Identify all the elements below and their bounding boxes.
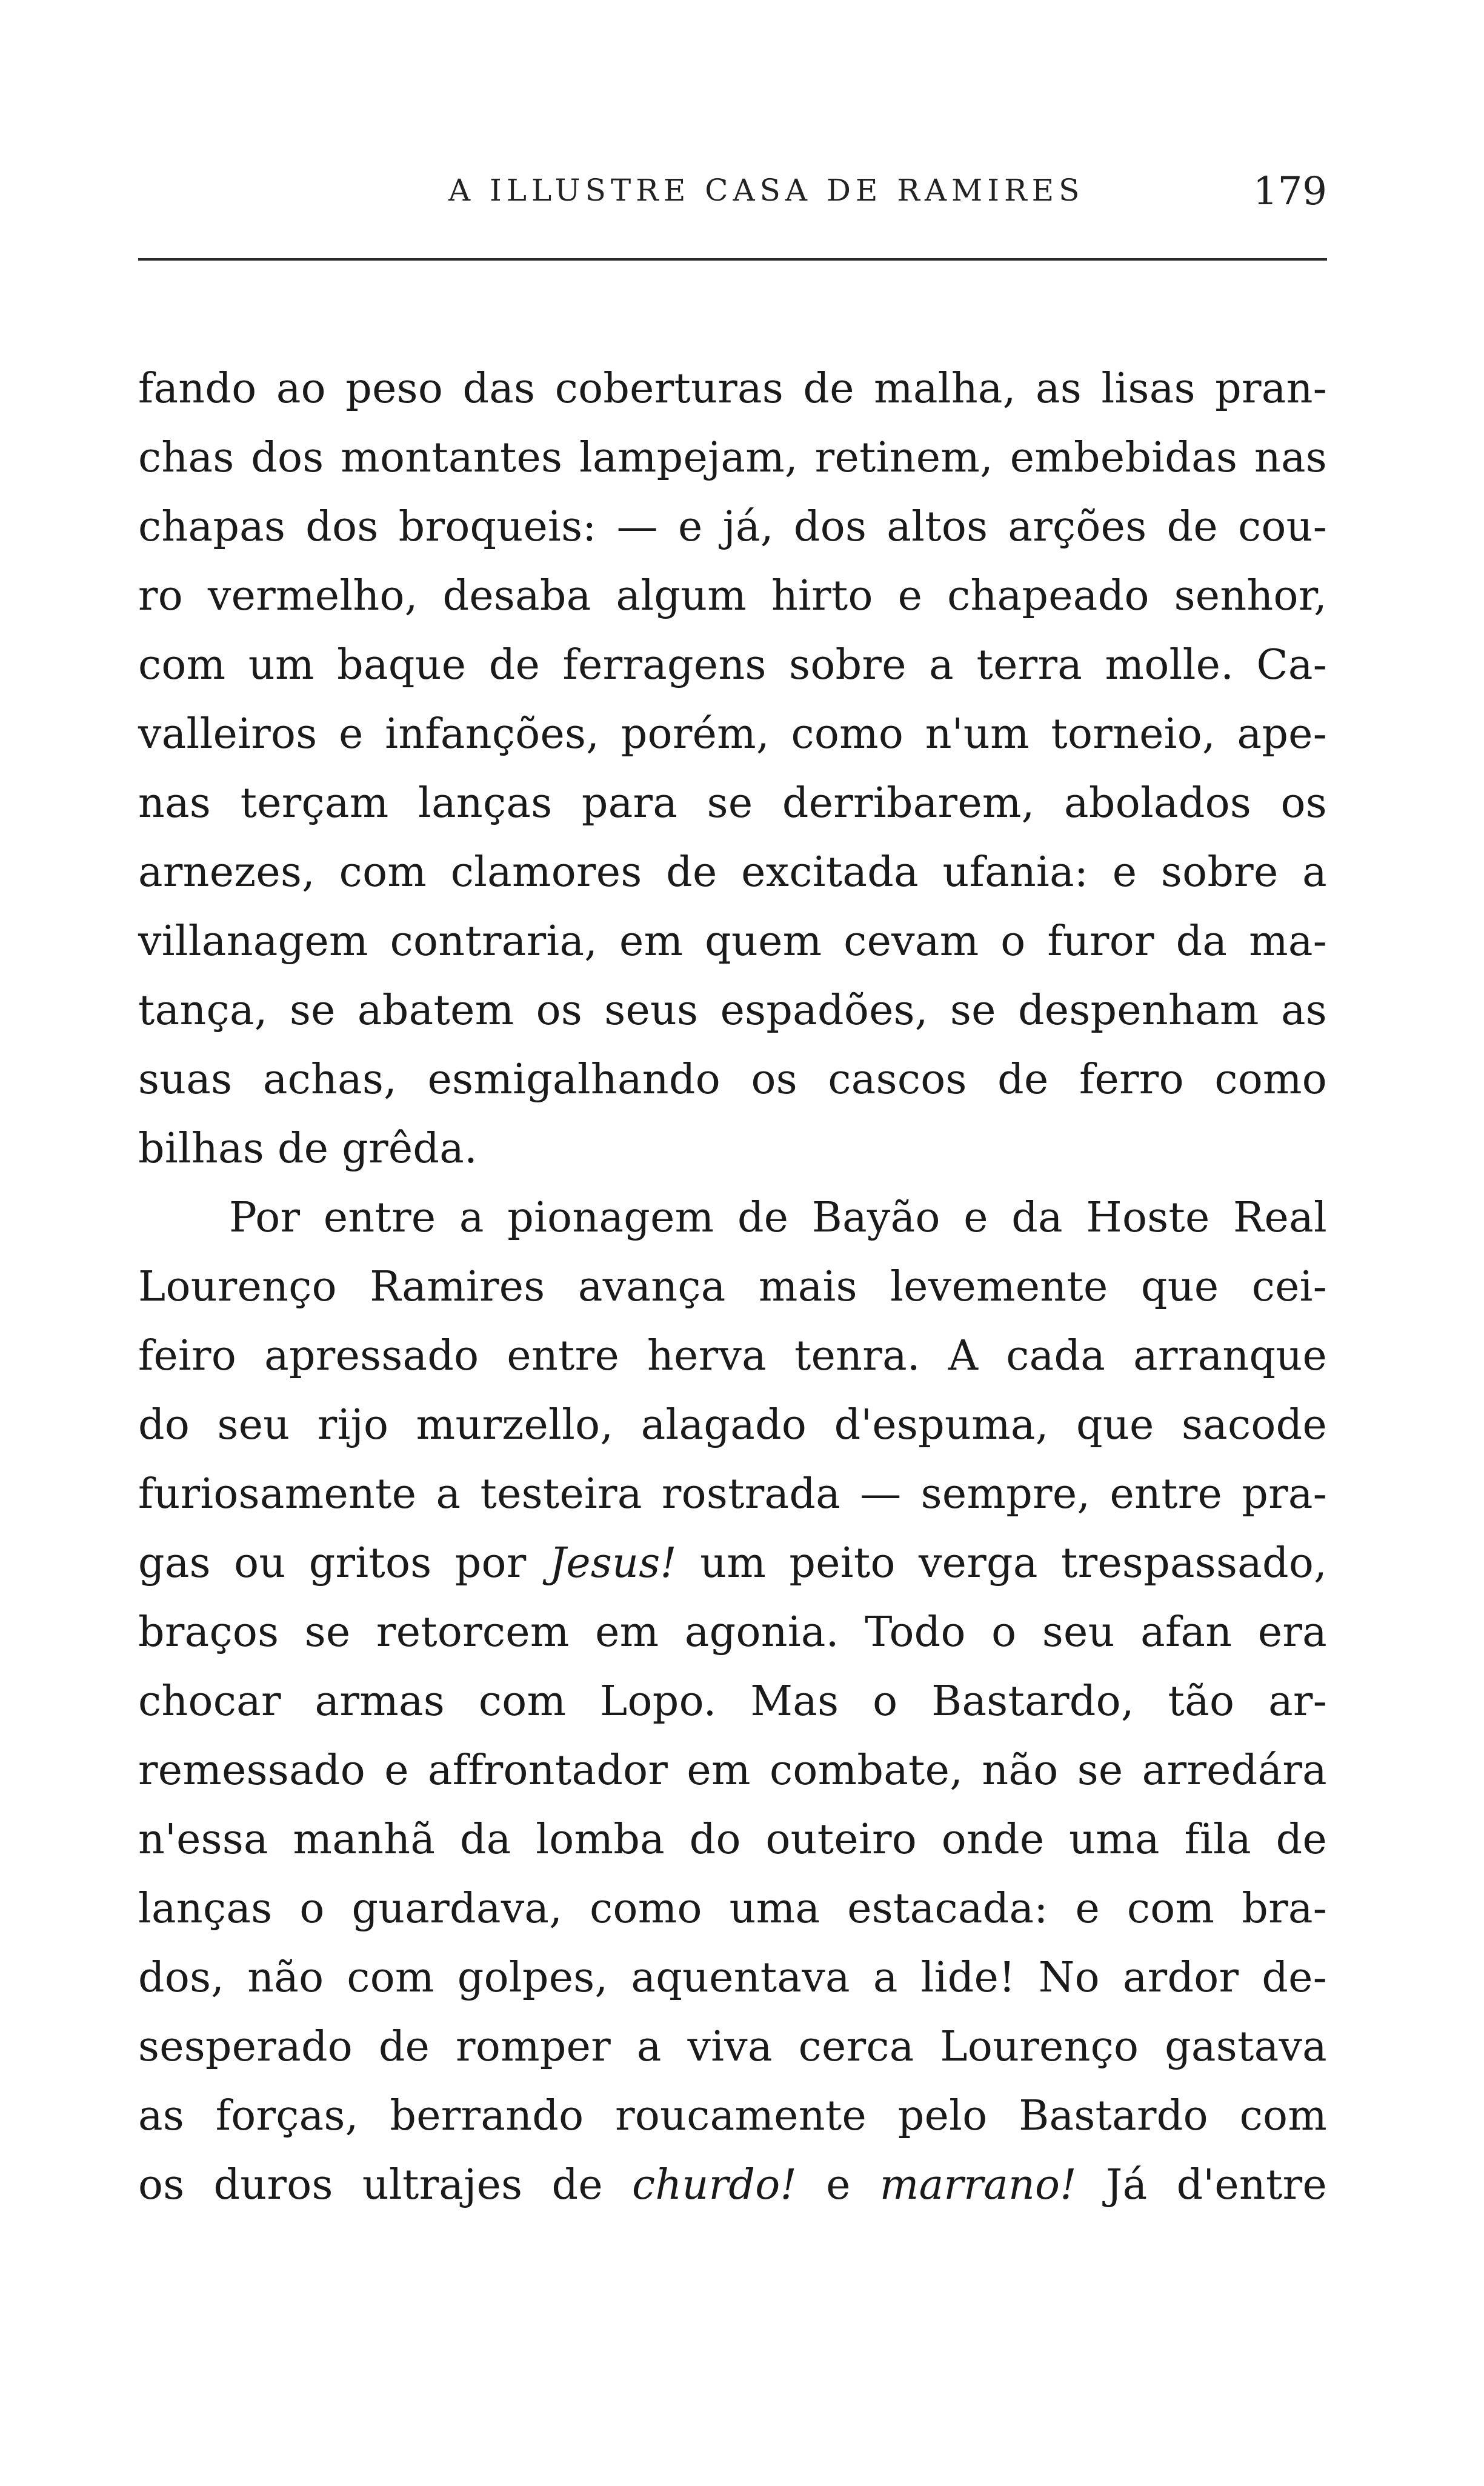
text-line: Lourenço Ramires avança mais levemente que cei- xyxy=(138,1263,1327,1311)
text-line: tança, se abatem os seus espadões, se despenham as xyxy=(138,987,1327,1035)
body-text xyxy=(138,355,1327,2220)
page-number: 179 xyxy=(1253,169,1327,214)
italic-word: Jesus! xyxy=(549,1539,677,1587)
text-line: furiosamente a testeira rostrada — sempre, entre pra- xyxy=(138,1470,1327,1518)
paragraph-start-line: Por entre a pionagem de Bayão e da Hoste Real xyxy=(229,1194,1327,1242)
text-line: n'essa manhã da lomba do outeiro onde uma fila de xyxy=(138,1816,1327,1864)
text-fragment: e xyxy=(797,2161,880,2209)
text-line: valleiros e infanções, porém, como n'um torneio, ape- xyxy=(138,710,1327,758)
text-line: chas dos montantes lampejam, retinem, embebidas nas xyxy=(138,434,1327,482)
paragraph-end-line: bilhas de grêda. xyxy=(138,1125,478,1173)
text-line: arnezes, com clamores de excitada ufania: e sobre a xyxy=(138,848,1327,896)
text-fragment: os duros ultrajes de xyxy=(138,2161,632,2209)
text-fragment: um peito verga trespassado, xyxy=(677,1539,1327,1587)
text-line-with-italic xyxy=(138,2151,1327,2220)
text-line: sesperado de romper a viva cerca Lourenço gastava xyxy=(138,2023,1327,2071)
text-line: fando ao peso das coberturas de malha, as lisas pran- xyxy=(138,365,1327,413)
text-line: dos, não com golpes, aquentava a lide! No ardor de- xyxy=(138,1954,1327,2002)
header-rule xyxy=(138,258,1327,261)
text-fragment: Já d'entre xyxy=(1076,2161,1327,2209)
page-header xyxy=(139,169,1327,227)
text-line: do seu rijo murzello, alagado d'espuma, que sacode xyxy=(138,1401,1327,1449)
text-line: chapas dos broqueis: — e já, dos altos arções de cou- xyxy=(138,503,1327,551)
italic-word: marrano! xyxy=(879,2161,1077,2209)
text-line: villanagem contraria, em quem cevam o furor da ma- xyxy=(138,918,1327,965)
text-line: chocar armas com Lopo. Mas o Bastardo, tão ar- xyxy=(138,1678,1327,1725)
text-line: ro vermelho, desaba algum hirto e chapeado senhor, xyxy=(138,572,1327,620)
text-line: suas achas, esmigalhando os cascos de ferro como xyxy=(138,1056,1327,1104)
italic-word: churdo! xyxy=(632,2161,797,2209)
text-line: lanças o guardava, como uma estacada: e com bra- xyxy=(138,1885,1327,1933)
text-line: com um baque de ferragens sobre a terra molle. Ca- xyxy=(138,641,1327,689)
text-line: nas terçam lanças para se derribarem, abolados os xyxy=(138,779,1327,827)
text-line: feiro apressado entre herva tenra. A cada arranque xyxy=(138,1332,1327,1380)
text-line: remessado e affrontador em combate, não se arredára xyxy=(138,1747,1327,1795)
text-line: as forças, berrando roucamente pelo Bastardo com xyxy=(138,2092,1327,2140)
text-line: braços se retorcem em agonia. Todo o seu afan era xyxy=(138,1608,1327,1656)
text-fragment: gas ou gritos por xyxy=(138,1539,550,1587)
text-line-with-italic xyxy=(138,1529,1327,1598)
running-title: A ILLUSTRE CASA DE RAMIRES xyxy=(448,173,1085,208)
